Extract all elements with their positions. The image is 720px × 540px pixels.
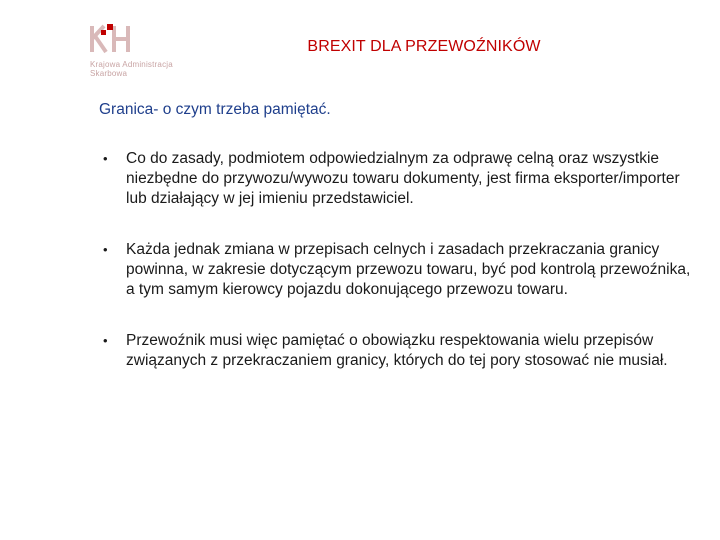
bullet-marker: • bbox=[103, 242, 108, 257]
bullet-marker: • bbox=[103, 151, 108, 166]
bullet-item bbox=[100, 331, 700, 371]
bullet-item bbox=[100, 240, 700, 300]
bullet-marker: • bbox=[103, 333, 108, 348]
bullet-item bbox=[100, 149, 700, 209]
bullet-text: Przewoźnik musi więc pamiętać o obowiązku respektowania wielu przepisów związanych z przekraczaniem granicy, których do tej pory stosować nie musiał. bbox=[126, 332, 668, 369]
bullet-list bbox=[100, 149, 700, 402]
kas-logo-text bbox=[90, 60, 173, 78]
logo-line-1: Krajowa Administracja bbox=[90, 60, 173, 69]
bullet-text: Co do zasady, podmiotem odpowiedzialnym za odprawę celną oraz wszystkie niezbędne do przywozu/wywozu towaru dokumenty, jest firma eksporter/importer lub działający w jej imieniu przedstawiciel. bbox=[126, 150, 680, 207]
logo-line-2: Skarbowa bbox=[90, 69, 128, 78]
bullet-text: Każda jednak zmiana w przepisach celnych i zasadach przekraczania granicy powinna, w zakresie dotyczącym przewozu towaru, być pod kontrolą przewoźnika, a tym samym kierowcy pojazdu dokonującego przewozu towaru. bbox=[126, 241, 691, 298]
slide-title: BREXIT DLA PRZEWOŹNIKÓW bbox=[307, 38, 541, 55]
slide-subtitle: Granica- o czym trzeba pamiętać. bbox=[99, 101, 331, 118]
